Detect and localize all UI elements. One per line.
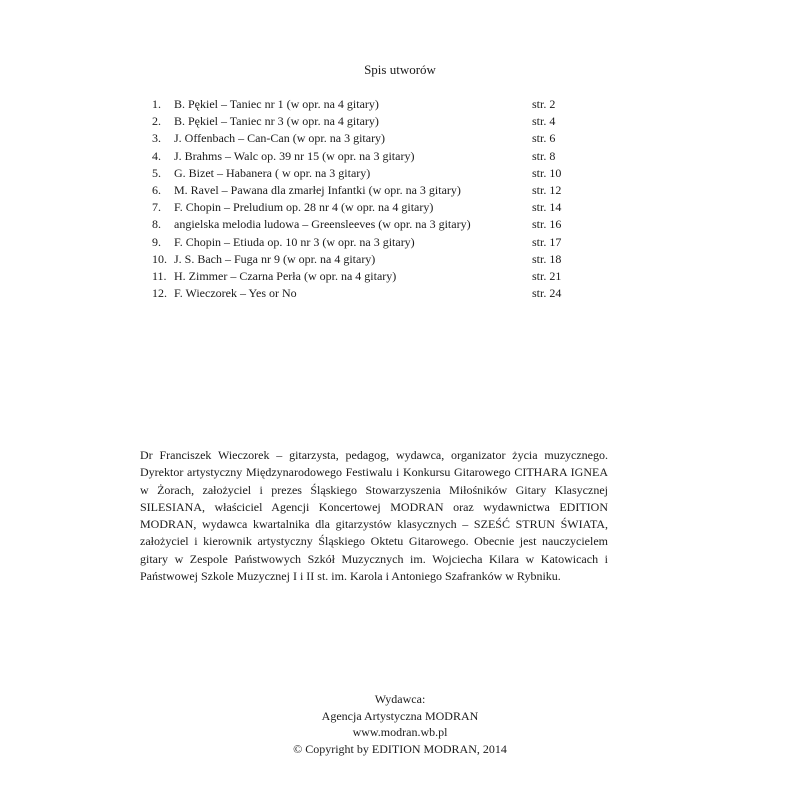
toc-row xyxy=(152,251,592,268)
toc-item-number: 11. xyxy=(152,268,167,283)
toc-title: Spis utworów xyxy=(364,62,436,77)
toc-item-page: str. 4 xyxy=(532,114,556,129)
toc-item-page: str. 6 xyxy=(532,131,556,146)
toc-item-title: F. Chopin – Etiuda op. 10 nr 3 (w opr. na 3 gitary) xyxy=(174,234,415,249)
publisher-website: www.modran.wb.pl xyxy=(352,725,448,739)
toc-item-title: G. Bizet – Habanera ( w opr. na 3 gitary) xyxy=(174,165,371,180)
toc-item-title: angielska melodia ludowa – Greensleeves (w opr. na 3 gitary) xyxy=(174,217,471,232)
toc-item-title: J. Brahms – Walc op. 39 nr 15 (w opr. na 3 gitary) xyxy=(174,148,415,163)
toc-item-number: 8. xyxy=(152,217,161,232)
toc-item-title: M. Ravel – Pawana dla zmarłej Infantki (w opr. na 3 gitary) xyxy=(174,182,461,197)
publisher-info xyxy=(0,691,800,757)
toc-item-title: H. Zimmer – Czarna Perła (w opr. na 4 gitary) xyxy=(174,268,397,283)
author-bio: Dr Franciszek Wieczorek – gitarzysta, pedagog, wydawca, organizator życia muzycznego. Dyrektor artystyczny Międzynarodowego Festiwalu i Konkursu Gitarowego CITHARA IGNEA w Żorach, założyciel i prezes Śląskiego Stowarzyszenia Miłośników Gitary Klasycznej SILESIANA, właściciel Agencji Koncertowej MODRAN oraz wydawnictwa EDITION MODRAN, wydawca kwartalnika dla gitarzystów klasycznych – SZEŚĆ STRUN ŚWIATA, założyciel i kierownik artystyczny Śląskiego Oktetu Gitarowego. Obecnie jest nauczycielem gitary w Zespole Państwowych Szkół Muzycznych im. Wojciecha Kilara w Katowicach i Państwowej Szkole Muzycznej I i II st. im. Karola i Antoniego Szafranków w Rybniku. xyxy=(140,448,608,584)
toc-item-number: 12. xyxy=(152,286,167,301)
toc-row xyxy=(152,165,592,182)
publisher-label: Wydawca: xyxy=(374,692,426,706)
toc-item-number: 1. xyxy=(152,97,161,111)
toc-item-number: 9. xyxy=(152,234,161,249)
toc-row xyxy=(152,216,592,233)
toc-row xyxy=(152,130,592,147)
toc-item-number: 10. xyxy=(152,251,167,266)
toc-item-page: str. 17 xyxy=(532,234,562,249)
toc-item-number: 5. xyxy=(152,165,161,180)
toc-item-number: 6. xyxy=(152,182,161,197)
toc-item-page: str. 24 xyxy=(532,286,562,301)
toc-row xyxy=(152,234,592,251)
toc-item-page: str. 12 xyxy=(532,182,562,197)
toc-item-number: 3. xyxy=(152,131,161,146)
toc-row xyxy=(152,285,592,302)
toc-item-number: 7. xyxy=(152,200,161,215)
toc-item-page: str. 18 xyxy=(532,251,562,266)
toc-item-page: str. 10 xyxy=(532,165,562,180)
toc-list xyxy=(152,96,592,302)
toc-item-title: F. Chopin – Preludium op. 28 nr 4 (w opr. na 4 gitary) xyxy=(174,200,434,215)
toc-row xyxy=(152,268,592,285)
toc-item-title: J. S. Bach – Fuga nr 9 (w opr. na 4 gitary) xyxy=(174,251,376,266)
toc-row xyxy=(152,199,592,216)
toc-item-number: 2. xyxy=(152,114,161,129)
publisher-name: Agencja Artystyczna MODRAN xyxy=(321,708,479,723)
toc-row xyxy=(152,148,592,165)
toc-item-number: 4. xyxy=(152,148,161,163)
toc-item-page: str. 2 xyxy=(532,97,556,111)
toc-item-page: str. 8 xyxy=(532,148,556,163)
toc-row xyxy=(152,113,592,130)
toc-item-page: str. 14 xyxy=(532,200,562,215)
toc-item-title: B. Pękiel – Taniec nr 3 (w opr. na 4 gitary) xyxy=(174,114,379,129)
toc-row xyxy=(152,182,592,199)
toc-item-title: J. Offenbach – Can-Can (w opr. na 3 gitary) xyxy=(174,131,386,146)
toc-item-title: B. Pękiel – Taniec nr 1 (w opr. na 4 gitary) xyxy=(174,97,379,111)
copyright-notice: © Copyright by EDITION MODRAN, 2014 xyxy=(293,741,507,756)
toc-item-title: F. Wieczorek – Yes or No xyxy=(174,286,297,301)
toc-row xyxy=(152,96,592,113)
toc-item-page: str. 16 xyxy=(532,217,562,232)
toc-item-page: str. 21 xyxy=(532,268,562,283)
